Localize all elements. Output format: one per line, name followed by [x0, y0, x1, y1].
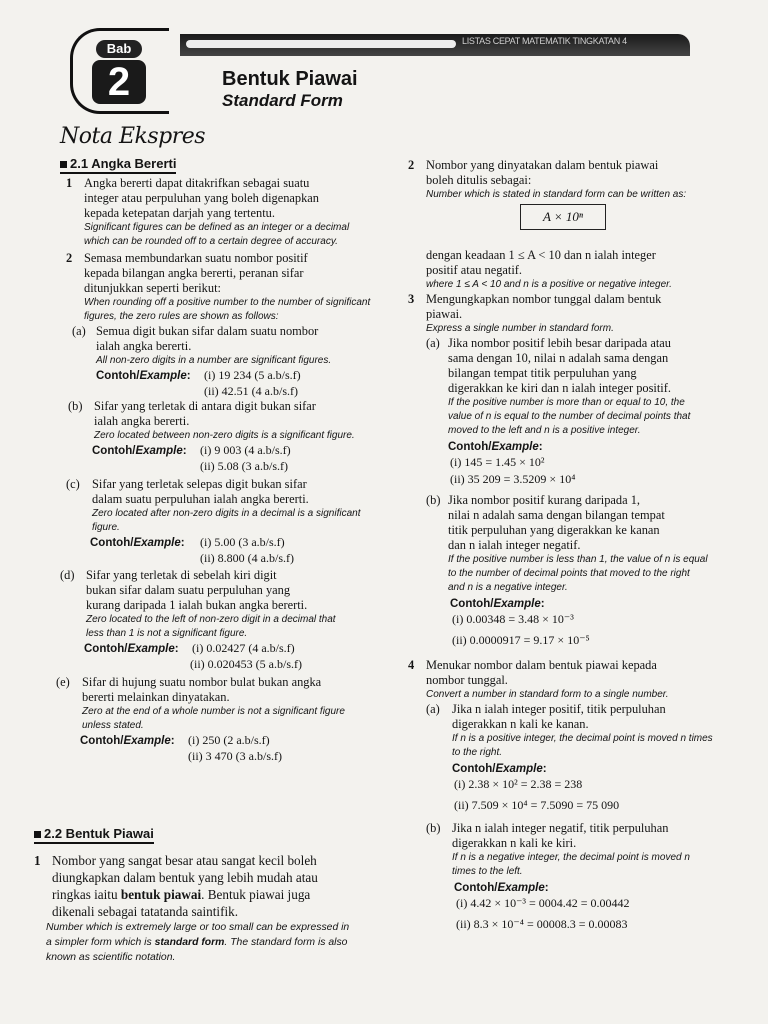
example-line — [66, 443, 391, 459]
english-line: a simpler form which is standard form. The standard form is also — [46, 937, 348, 948]
example-label-en: Example — [127, 643, 175, 655]
english-line: When rounding off a positive number to the number of significant — [84, 297, 371, 308]
example-value: (i) 5.00 (3 a.b/s.f) — [200, 535, 285, 549]
text-line: ditunjukkan seperti berikut: — [84, 281, 221, 295]
rule-r-d — [408, 821, 738, 836]
english-line: times to the left. — [452, 866, 523, 877]
rule-d — [60, 568, 391, 583]
text-line: Jika n ialah integer negatif, titik perpuluhan — [452, 821, 669, 835]
example-value: (ii) 42.51 (4 a.b/s.f) — [204, 384, 298, 398]
example-value: (ii) 8.3 × 10⁻⁴ = 00008.3 = 0.00083 — [456, 917, 628, 931]
english-line: figure. — [92, 522, 120, 533]
item-letter: (b) — [426, 493, 441, 507]
item-letter: (e) — [56, 675, 70, 689]
text-line: positif atau negatif. — [426, 263, 522, 277]
square-bullet-icon — [34, 831, 41, 838]
text-line: kepada bilangan angka bererti, peranan sifar — [84, 266, 304, 280]
header-bar-text: LISTAS CEPAT MATEMATIK TINGKATAN 4 — [462, 36, 627, 46]
text-line: bererti melainkan dinyatakan. — [82, 690, 230, 704]
english-line: If n is a positive integer, the decimal point is moved n times — [452, 733, 713, 744]
text-line: digerakkan n kali ke kanan. — [452, 717, 589, 731]
example-value: (i) 0.02427 (4 a.b/s.f) — [192, 641, 295, 655]
example-value: (ii) 5.08 (3 a.b/s.f) — [200, 459, 288, 473]
nota-ekspres-heading: Nota Ekspres — [60, 124, 206, 149]
rule-c — [66, 477, 391, 492]
text-line: Mengungkapkan nombor tunggal dalam bentuk — [426, 292, 662, 306]
item-number: 3 — [408, 292, 415, 306]
example-value: (ii) 0.0000917 = 9.17 × 10⁻⁵ — [452, 633, 590, 647]
item-letter: (d) — [60, 568, 75, 582]
rule-r-b — [408, 493, 738, 508]
text-line: Sifar yang terletak di sebelah kiri digit — [86, 568, 277, 582]
para-r2 — [408, 158, 738, 173]
english-line: Number which is stated in standard form can be written as: — [426, 189, 687, 200]
text-line: Semasa membundarkan suatu nombor positif — [84, 251, 308, 265]
rule-r-a — [408, 336, 738, 351]
english-line: moved to the left and n is a positive integer. — [448, 425, 641, 436]
item-letter: (a) — [72, 324, 86, 338]
english-line: known as scientific notation. — [46, 952, 176, 963]
example-colon: : — [180, 537, 185, 549]
text-line: Jika n ialah integer positif, titik perpuluhan — [452, 702, 666, 716]
example-line — [66, 535, 391, 551]
example-value: (i) 9 003 (4 a.b/s.f) — [200, 443, 291, 457]
item-letter: (b) — [68, 399, 83, 413]
text-line: kepada ketepatan darjah yang tertentu. — [84, 206, 275, 220]
example-label: Contoh/ — [90, 537, 134, 549]
example-heading: Contoh/Example: — [450, 598, 545, 610]
text-line: piawai. — [426, 307, 463, 321]
english-line: Number which is extremely large or too small can be expressed in — [46, 922, 350, 933]
item-number: 2 — [408, 158, 415, 172]
english-line: If n is a negative integer, the decimal point is moved n — [452, 852, 690, 863]
text-line: Sifar yang terletak selepas digit bukan sifar — [92, 477, 307, 491]
rule-a — [66, 324, 391, 339]
example-colon: : — [186, 370, 191, 382]
text-line: diungkapkan dalam bentuk yang lebih mudah atau — [52, 870, 318, 885]
english-line: Zero located after non-zero digits in a decimal is a significant — [92, 508, 361, 519]
example-line — [66, 733, 391, 749]
item-letter: (a) — [426, 702, 440, 716]
example-label: Contoh/ — [96, 370, 140, 382]
english-line: Express a single number in standard form. — [426, 323, 614, 334]
english-line: All non-zero digits in a number are significant figures. — [96, 355, 332, 366]
english-line: Zero at the end of a whole number is not a significant figure — [82, 706, 345, 717]
english-line: Significant figures can be defined as an integer or a decimal — [84, 222, 350, 233]
english-line: value of n is equal to the number of decimal points that — [448, 411, 691, 422]
english-line: to the number of decimal points that moved to the right — [448, 568, 690, 579]
text-line: digerakkan n kali ke kiri. — [452, 836, 577, 850]
text-line: dalam suatu perpuluhan ialah angka bererti. — [92, 492, 309, 506]
section-2-2-body — [34, 852, 394, 965]
example-value: (i) 2.38 × 10² = 2.38 = 238 — [454, 777, 583, 791]
item-number: 1 — [66, 176, 73, 190]
english-line: Convert a number in standard form to a single number. — [426, 689, 669, 700]
text-line: ialah angka bererti. — [96, 339, 192, 353]
example-value: (ii) 8.800 (4 a.b/s.f) — [200, 551, 294, 565]
example-value: (i) 0.00348 = 3.48 × 10⁻³ — [452, 612, 574, 626]
english-line: If the positive number is more than or equal to 10, the — [448, 397, 685, 408]
english-line: less than 1 is not a significant figure. — [86, 628, 248, 639]
chapter-title-en: Standard Form — [222, 91, 343, 110]
english-line: If the positive number is less than 1, the value of n is equal — [448, 554, 708, 565]
example-line — [66, 368, 391, 384]
example-label: Contoh/ — [92, 445, 136, 457]
text-line: ialah angka bererti. — [94, 414, 190, 428]
item-number: 2 — [66, 251, 73, 265]
para-r4 — [408, 658, 738, 673]
text-line: nilai n adalah sama dengan bilangan tempat — [448, 508, 665, 522]
example-value: (ii) 35 209 = 3.5209 × 10⁴ — [450, 472, 576, 486]
text-line: Nombor yang dinyatakan dalam bentuk piawai — [426, 158, 659, 172]
text-line: Semua digit bukan sifar dalam suatu nombor — [96, 324, 319, 338]
text-line: digerakkan ke kiri dan n ialah integer positif. — [448, 381, 671, 395]
english-line: which can be rounded off to a certain degree of accuracy. — [84, 236, 338, 247]
item-number: 1 — [34, 853, 41, 868]
english-line: unless stated. — [82, 720, 144, 731]
example-heading: Contoh/Example: — [448, 441, 543, 453]
example-value: (i) 19 234 (5 a.b/s.f) — [204, 368, 301, 382]
example-heading: Contoh/Example: — [454, 882, 549, 894]
standard-form-formula-box: A × 10ⁿ — [520, 204, 606, 230]
example-value: (i) 250 (2 a.b/s.f) — [188, 733, 270, 747]
text-line: dan n ialah integer negatif. — [448, 538, 581, 552]
section-heading-text: 2.1 Angka Bererti — [70, 156, 177, 171]
example-label: Contoh/ — [80, 735, 124, 747]
text-line: kurang daripada 1 ialah bukan angka bererti. — [86, 598, 308, 612]
text-line: dengan keadaan 1 ≤ A < 10 dan n ialah integer — [426, 248, 656, 262]
section-heading-text: 2.2 Bentuk Piawai — [44, 826, 154, 841]
header-bar-highlight — [186, 40, 456, 48]
example-line — [66, 641, 391, 657]
para-2 — [66, 251, 391, 266]
example-heading: Contoh/Example: — [452, 763, 547, 775]
text-line: bukan sifar dalam suatu perpuluhan yang — [86, 583, 291, 597]
para-1 — [66, 176, 391, 191]
text-line: ringkas iaitu bentuk piawai. Bentuk piawai juga — [52, 887, 311, 902]
english-line: Zero located between non-zero digits is a significant figure. — [94, 430, 355, 441]
chapter-label: Bab — [96, 40, 142, 58]
text-line: bilangan tempat titik perpuluhan yang — [448, 366, 637, 380]
text-line: titik perpuluhan yang digerakkan ke kanan — [448, 523, 660, 537]
example-label: Contoh/ — [84, 643, 128, 655]
example-value: (i) 4.42 × 10⁻³ = 0004.42 = 0.00442 — [456, 896, 630, 910]
example-value: (i) 145 = 1.45 × 10² — [450, 455, 545, 469]
text-line: dikenali sebagai tatatanda saintifik. — [52, 904, 239, 919]
para-r3 — [408, 292, 738, 307]
chapter-title-ms: Bentuk Piawai — [222, 68, 358, 90]
item-letter: (c) — [66, 477, 80, 491]
item-number: 4 — [408, 658, 415, 672]
example-label-en: Example — [133, 537, 181, 549]
item-letter: (b) — [426, 821, 441, 835]
para-s2 — [34, 852, 394, 869]
english-line: and n is a negative integer. — [448, 582, 568, 593]
example-value: (ii) 7.509 × 10⁴ = 7.5090 = 75 090 — [454, 798, 620, 812]
example-colon: : — [174, 643, 179, 655]
example-value: (ii) 0.020453 (5 a.b/s.f) — [190, 657, 302, 671]
example-label-en: Example — [123, 735, 171, 747]
chapter-number: 2 — [92, 60, 146, 104]
rule-b — [66, 399, 391, 414]
text-line: Sifar yang terletak di antara digit bukan sifar — [94, 399, 316, 413]
example-colon: : — [182, 445, 187, 457]
text-line: Jika nombor positif kurang daripada 1, — [448, 493, 641, 507]
section-heading-2-1 — [60, 156, 176, 174]
right-column — [408, 158, 738, 932]
item-letter: (a) — [426, 336, 440, 350]
left-column — [56, 176, 391, 764]
english-line: where 1 ≤ A < 10 and n is a positive or negative integer. — [426, 279, 672, 290]
section-heading-2-2 — [34, 826, 154, 844]
rule-e — [56, 675, 391, 690]
text-line: Sifar di hujung suatu nombor bulat bukan angka — [82, 675, 322, 689]
text-line: integer atau perpuluhan yang boleh digenapkan — [84, 191, 319, 205]
example-value: (ii) 3 470 (3 a.b/s.f) — [188, 749, 282, 763]
english-line: Zero located to the left of non-zero digit in a decimal that — [86, 614, 336, 625]
text-line: sama dengan 10, nilai n adalah sama dengan — [448, 351, 669, 365]
text-line: Angka bererti dapat ditakrifkan sebagai suatu — [84, 176, 310, 190]
example-label-en: Example — [139, 370, 187, 382]
rule-r-c — [408, 702, 738, 717]
example-colon: : — [170, 735, 175, 747]
english-line: figures, the zero rules are shown as follows: — [84, 311, 279, 322]
example-label-en: Example — [135, 445, 183, 457]
text-line: Menukar nombor dalam bentuk piawai kepada — [426, 658, 657, 672]
text-line: nombor tunggal. — [426, 673, 508, 687]
text-line: Nombor yang sangat besar atau sangat kecil boleh — [52, 853, 317, 868]
english-line: to the right. — [452, 747, 503, 758]
square-bullet-icon — [60, 161, 67, 168]
text-line: Jika nombor positif lebih besar daripada atau — [448, 336, 671, 350]
text-line: boleh ditulis sebagai: — [426, 173, 532, 187]
